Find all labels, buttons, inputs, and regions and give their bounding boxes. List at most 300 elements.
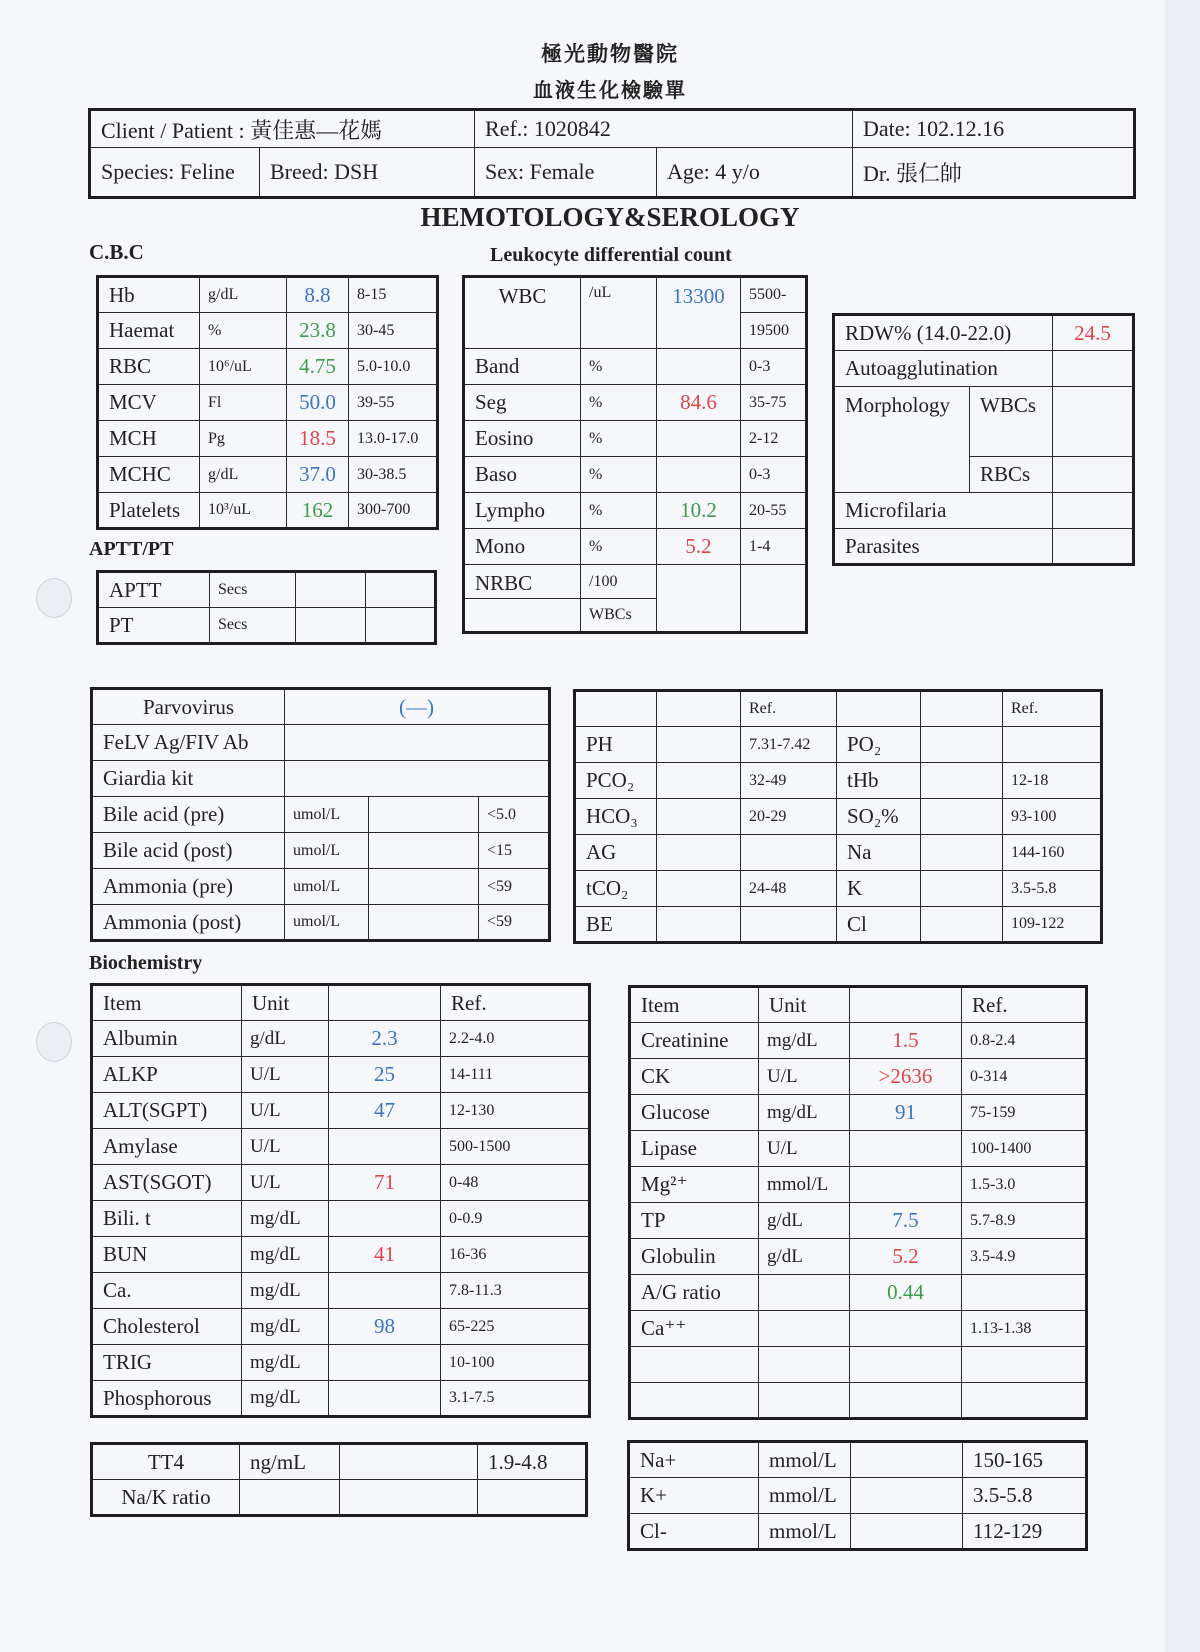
biochem-unit: U/L <box>242 1129 329 1165</box>
cbc-value: 50.0 <box>287 385 349 421</box>
leukocyte-ref: 2-12 <box>741 421 807 457</box>
biochem-value <box>850 1347 962 1383</box>
biochem-row <box>92 1021 590 1057</box>
cbc-ref: 39-55 <box>349 385 438 421</box>
biochem-ref-header: Ref. <box>962 987 1087 1023</box>
biochem-ref: 3.1-7.5 <box>441 1381 590 1417</box>
cbc-row <box>98 421 438 457</box>
electrolyte-item: K+ <box>629 1478 759 1514</box>
thyroid-table <box>90 1442 588 1517</box>
biochem-unit: U/L <box>242 1093 329 1129</box>
aptt-title: APTT/PT <box>89 538 174 560</box>
biochem-ref: 2.2-4.0 <box>441 1021 590 1057</box>
serology-table <box>90 687 551 942</box>
morphology-label: Morphology <box>834 387 970 493</box>
serology-value <box>369 869 479 905</box>
biochem-item: BUN <box>92 1237 242 1273</box>
biochem-row <box>630 1023 1087 1059</box>
thyroid-value <box>340 1444 478 1480</box>
bloodgas-ref <box>741 907 837 943</box>
bloodgas-item: HCO₃ <box>575 799 657 835</box>
biochem-ref: 1.13-1.38 <box>962 1311 1087 1347</box>
biochem-item-header: Item <box>630 987 759 1023</box>
bloodgas-item: PCO₂ <box>575 763 657 799</box>
biochem-value: 0.44 <box>850 1275 962 1311</box>
biochem-row <box>92 1165 590 1201</box>
morphology-rbcs-value <box>1053 457 1134 493</box>
biochem-row <box>92 1129 590 1165</box>
biochem-value <box>850 1167 962 1203</box>
cbc-item: RBC <box>98 349 200 385</box>
aptt-ref <box>366 572 436 608</box>
bloodgas-ref: 109-122 <box>1003 907 1102 943</box>
biochem-value <box>850 1311 962 1347</box>
leukocyte-row <box>464 493 807 529</box>
aptt-table <box>96 570 437 645</box>
bloodgas-value <box>921 871 1003 907</box>
serology-value <box>369 905 479 941</box>
biochem-item: Amylase <box>92 1129 242 1165</box>
rdw-label: RDW% (14.0-22.0) <box>834 315 1053 351</box>
biochem-row <box>92 1237 590 1273</box>
bloodgas-ref: 93-100 <box>1003 799 1102 835</box>
wbc-ref-low: 5500- <box>741 277 807 313</box>
electrolyte-ref: 3.5-5.8 <box>963 1478 1087 1514</box>
biochem-value <box>329 1129 441 1165</box>
biochem-unit: U/L <box>242 1165 329 1201</box>
leukocyte-row <box>464 457 807 493</box>
punch-hole-icon <box>36 1022 72 1062</box>
biochem-ref: 75-159 <box>962 1095 1087 1131</box>
biochem-value: 71 <box>329 1165 441 1201</box>
serology-row <box>92 905 550 941</box>
microfilaria-label: Microfilaria <box>834 493 1053 529</box>
nrbc-row <box>464 565 807 599</box>
biochem-item: Bili. t <box>92 1201 242 1237</box>
morphology-table <box>832 313 1135 566</box>
hospital-name: 極光動物醫院 <box>541 42 679 66</box>
thyroid-row <box>92 1444 587 1480</box>
bloodgas-ref: 12-18 <box>1003 763 1102 799</box>
biochem-value <box>850 1383 962 1419</box>
client-field: Client / Patient : 黃佳惠—花媽 <box>90 110 475 148</box>
breed-field: Breed: DSH <box>260 148 475 198</box>
morphology-wbcs-label: WBCs <box>970 387 1053 457</box>
biochem-unit-header: Unit <box>759 987 850 1023</box>
biochem-unit: U/L <box>759 1131 850 1167</box>
bloodgas-item: PO₂ <box>837 727 921 763</box>
leukocyte-ref: 35-75 <box>741 385 807 421</box>
nrbc-item: NRBC <box>464 565 581 599</box>
leukocyte-unit: % <box>581 457 657 493</box>
biochem-ref: 0.8-2.4 <box>962 1023 1087 1059</box>
bloodgas-row <box>575 907 1102 943</box>
serology-ref: <5.0 <box>479 797 550 833</box>
aptt-value <box>296 608 366 644</box>
biochem-ref-header: Ref. <box>441 985 590 1021</box>
electrolyte-value <box>851 1478 963 1514</box>
cbc-row <box>98 313 438 349</box>
autoagglutination-value <box>1053 351 1134 387</box>
aptt-unit: Secs <box>210 572 296 608</box>
biochem-item: AST(SGOT) <box>92 1165 242 1201</box>
cbc-item: MCHC <box>98 457 200 493</box>
doctor-field: Dr. 張仁帥 <box>853 148 1135 198</box>
biochem-unit: mmol/L <box>759 1167 850 1203</box>
cbc-value: 4.75 <box>287 349 349 385</box>
electrolyte-item: Na+ <box>629 1442 759 1478</box>
thyroid-row <box>92 1480 587 1516</box>
bloodgas-value <box>921 763 1003 799</box>
wbc-row <box>464 277 807 313</box>
leukocyte-value: 84.6 <box>657 385 741 421</box>
biochem-unit: mg/dL <box>242 1237 329 1273</box>
bloodgas-header-blank <box>575 691 657 727</box>
biochem-ref: 5.7-8.9 <box>962 1203 1087 1239</box>
aptt-item: APTT <box>98 572 210 608</box>
bloodgas-row <box>575 871 1102 907</box>
biochem-ref: 500-1500 <box>441 1129 590 1165</box>
biochem-item: Phosphorous <box>92 1381 242 1417</box>
morphology-wbcs-value <box>1053 387 1134 457</box>
biochem-value-header <box>850 987 962 1023</box>
bloodgas-ref: 20-29 <box>741 799 837 835</box>
nrbc-unit: /100 <box>581 565 657 599</box>
bloodgas-item: tHb <box>837 763 921 799</box>
bloodgas-ref: 32-49 <box>741 763 837 799</box>
bloodgas-row <box>575 727 1102 763</box>
bloodgas-ref: 3.5-5.8 <box>1003 871 1102 907</box>
biochem-unit: g/dL <box>759 1203 850 1239</box>
electrolyte-row <box>629 1514 1087 1550</box>
cbc-title: C.B.C <box>89 240 144 264</box>
biochem-value: 91 <box>850 1095 962 1131</box>
leukocyte-ref: 20-55 <box>741 493 807 529</box>
biochem-value <box>329 1273 441 1309</box>
aptt-row <box>98 608 436 644</box>
cbc-value: 18.5 <box>287 421 349 457</box>
biochem-row <box>630 1131 1087 1167</box>
leukocyte-title: Leukocyte differential count <box>490 244 732 266</box>
age-field: Age: 4 y/o <box>657 148 853 198</box>
biochem-item: Ca. <box>92 1273 242 1309</box>
date-field: Date: 102.12.16 <box>853 110 1135 148</box>
thyroid-item: Na/K ratio <box>92 1480 240 1516</box>
biochem-unit: U/L <box>759 1059 850 1095</box>
aptt-row <box>98 572 436 608</box>
parvovirus-item: Parvovirus <box>92 689 285 725</box>
leukocyte-item: Seg <box>464 385 581 421</box>
bloodgas-item: K <box>837 871 921 907</box>
biochem-ref: 100-1400 <box>962 1131 1087 1167</box>
cbc-unit: 10⁶/uL <box>200 349 287 385</box>
electrolyte-ref: 112-129 <box>963 1514 1087 1550</box>
cbc-value: 23.8 <box>287 313 349 349</box>
bloodgas-value <box>921 907 1003 943</box>
cbc-ref: 8-15 <box>349 277 438 313</box>
thyroid-ref <box>478 1480 587 1516</box>
biochem-ref: 7.8-11.3 <box>441 1273 590 1309</box>
serology-ref: <15 <box>479 833 550 869</box>
thyroid-value <box>340 1480 478 1516</box>
nrbc-unit-cont: WBCs <box>581 599 657 633</box>
punch-hole-icon <box>36 578 72 618</box>
cbc-row <box>98 385 438 421</box>
cbc-value: 37.0 <box>287 457 349 493</box>
aptt-unit: Secs <box>210 608 296 644</box>
biochem-item: Albumin <box>92 1021 242 1057</box>
autoagglutination-label: Autoagglutination <box>834 351 1053 387</box>
leukocyte-value <box>657 457 741 493</box>
leukocyte-row <box>464 421 807 457</box>
thyroid-unit <box>240 1480 340 1516</box>
biochem-ref <box>962 1275 1087 1311</box>
biochem-title: Biochemistry <box>89 952 203 974</box>
serology-unit: umol/L <box>285 797 369 833</box>
aptt-value <box>296 572 366 608</box>
bloodgas-item: BE <box>575 907 657 943</box>
bloodgas-ref-header: Ref. <box>741 691 837 727</box>
cbc-table <box>96 275 439 530</box>
electrolyte-ref: 150-165 <box>963 1442 1087 1478</box>
electrolytes-table <box>627 1440 1088 1551</box>
serology-item: Ammonia (pre) <box>92 869 285 905</box>
electrolyte-item: Cl- <box>629 1514 759 1550</box>
bloodgas-value <box>657 727 741 763</box>
leukocyte-row <box>464 529 807 565</box>
parvo-row <box>92 689 550 725</box>
biochem-row <box>630 1167 1087 1203</box>
sex-field: Sex: Female <box>475 148 657 198</box>
biochem-unit: mg/dL <box>242 1381 329 1417</box>
biochem-left-table <box>90 983 591 1418</box>
leukocyte-unit: % <box>581 385 657 421</box>
electrolyte-unit: mmol/L <box>759 1514 851 1550</box>
thyroid-ref: 1.9-4.8 <box>478 1444 587 1480</box>
biochem-row <box>92 1309 590 1345</box>
electrolyte-row <box>629 1478 1087 1514</box>
biochem-row <box>92 1093 590 1129</box>
biochem-ref: 3.5-4.9 <box>962 1239 1087 1275</box>
biochem-row <box>630 1383 1087 1419</box>
cbc-ref: 30-45 <box>349 313 438 349</box>
nrbc-item-cont <box>464 599 581 633</box>
biochem-header-row <box>630 987 1087 1023</box>
biochem-value: 2.3 <box>329 1021 441 1057</box>
biochem-value: >2636 <box>850 1059 962 1095</box>
cbc-unit: % <box>200 313 287 349</box>
biochem-unit-header: Unit <box>242 985 329 1021</box>
giardia-item: Giardia kit <box>92 761 285 797</box>
leukocyte-item: Band <box>464 349 581 385</box>
bloodgas-value <box>921 799 1003 835</box>
species-field: Species: Feline <box>90 148 260 198</box>
biochem-value: 5.2 <box>850 1239 962 1275</box>
biochem-unit: mg/dL <box>242 1273 329 1309</box>
biochem-value: 25 <box>329 1057 441 1093</box>
leukocyte-item: Lympho <box>464 493 581 529</box>
giardia-row <box>92 761 550 797</box>
bloodgas-item: Na <box>837 835 921 871</box>
bloodgas-row <box>575 799 1102 835</box>
bloodgas-header-blank <box>921 691 1003 727</box>
biochem-item: Ca⁺⁺ <box>630 1311 759 1347</box>
bloodgas-value <box>921 835 1003 871</box>
biochem-ref: 1.5-3.0 <box>962 1167 1087 1203</box>
leukocyte-ref: 0-3 <box>741 349 807 385</box>
biochem-value: 1.5 <box>850 1023 962 1059</box>
cbc-item: MCV <box>98 385 200 421</box>
serology-unit: umol/L <box>285 869 369 905</box>
biochem-value <box>329 1381 441 1417</box>
leukocyte-item: Baso <box>464 457 581 493</box>
parasites-label: Parasites <box>834 529 1053 565</box>
aptt-ref <box>366 608 436 644</box>
serology-unit: umol/L <box>285 905 369 941</box>
cbc-unit: g/dL <box>200 457 287 493</box>
bloodgas-row <box>575 763 1102 799</box>
form-title: 血液生化檢驗單 <box>533 78 687 102</box>
cbc-row <box>98 457 438 493</box>
biochem-right-table <box>628 985 1088 1420</box>
nrbc-value <box>657 565 741 633</box>
biochem-unit <box>759 1383 850 1419</box>
biochem-value: 41 <box>329 1237 441 1273</box>
cbc-value: 8.8 <box>287 277 349 313</box>
cbc-item: Haemat <box>98 313 200 349</box>
biochem-ref: 12-130 <box>441 1093 590 1129</box>
biochem-ref: 65-225 <box>441 1309 590 1345</box>
biochem-item-header: Item <box>92 985 242 1021</box>
bloodgas-item: tCO₂ <box>575 871 657 907</box>
biochem-item: Glucose <box>630 1095 759 1131</box>
parasites-value <box>1053 529 1134 565</box>
biochem-item: TP <box>630 1203 759 1239</box>
biochem-row <box>92 1345 590 1381</box>
biochem-ref: 14-111 <box>441 1057 590 1093</box>
biochem-value: 7.5 <box>850 1203 962 1239</box>
biochem-ref: 16-36 <box>441 1237 590 1273</box>
leukocyte-ref: 1-4 <box>741 529 807 565</box>
cbc-unit: Fl <box>200 385 287 421</box>
thyroid-unit: ng/mL <box>240 1444 340 1480</box>
patient-info-table <box>88 108 1136 199</box>
bloodgas-value <box>657 871 741 907</box>
biochem-value-header <box>329 985 441 1021</box>
wbc-ref-high: 19500 <box>741 313 807 349</box>
bloodgas-value <box>657 763 741 799</box>
biochem-row <box>630 1239 1087 1275</box>
leukocyte-unit: % <box>581 349 657 385</box>
biochem-header-row <box>92 985 590 1021</box>
leukocyte-value: 5.2 <box>657 529 741 565</box>
bloodgas-value <box>657 907 741 943</box>
cbc-value: 162 <box>287 493 349 529</box>
biochem-item: Globulin <box>630 1239 759 1275</box>
electrolyte-value <box>851 1514 963 1550</box>
leukocyte-value <box>657 421 741 457</box>
leukocyte-unit: % <box>581 493 657 529</box>
biochem-ref: 0-48 <box>441 1165 590 1201</box>
biochem-unit <box>759 1275 850 1311</box>
biochem-item <box>630 1347 759 1383</box>
biochem-value: 98 <box>329 1309 441 1345</box>
bloodgas-header-row <box>575 691 1102 727</box>
biochem-ref <box>962 1383 1087 1419</box>
wbc-value: 13300 <box>657 277 741 349</box>
biochem-unit: mg/dL <box>242 1201 329 1237</box>
bloodgas-item: SO₂% <box>837 799 921 835</box>
cbc-ref: 5.0-10.0 <box>349 349 438 385</box>
biochem-value <box>850 1131 962 1167</box>
leukocyte-ref: 0-3 <box>741 457 807 493</box>
section-title: HEMOTOLOGY&SEROLOGY <box>420 202 800 232</box>
rdw-value: 24.5 <box>1053 315 1134 351</box>
leukocyte-value: 10.2 <box>657 493 741 529</box>
biochem-unit <box>759 1311 850 1347</box>
biochem-row <box>92 1201 590 1237</box>
biochem-item: TRIG <box>92 1345 242 1381</box>
bloodgas-ref-header: Ref. <box>1003 691 1102 727</box>
serology-row <box>92 797 550 833</box>
biochem-unit: g/dL <box>759 1239 850 1275</box>
bloodgas-header-blank <box>657 691 741 727</box>
biochem-row <box>630 1311 1087 1347</box>
cbc-unit: Pg <box>200 421 287 457</box>
electrolyte-unit: mmol/L <box>759 1478 851 1514</box>
cbc-item: Hb <box>98 277 200 313</box>
serology-value <box>369 797 479 833</box>
cbc-ref: 13.0-17.0 <box>349 421 438 457</box>
biochem-row <box>92 1381 590 1417</box>
biochem-ref: 0-0.9 <box>441 1201 590 1237</box>
felv-value <box>285 725 550 761</box>
serology-item: Bile acid (pre) <box>92 797 285 833</box>
cbc-row <box>98 493 438 529</box>
bloodgas-value <box>657 799 741 835</box>
thyroid-item: TT4 <box>92 1444 240 1480</box>
cbc-row <box>98 349 438 385</box>
biochem-unit <box>759 1347 850 1383</box>
microfilaria-value <box>1053 493 1134 529</box>
cbc-unit: g/dL <box>200 277 287 313</box>
leukocyte-unit: % <box>581 529 657 565</box>
bloodgas-ref: 24-48 <box>741 871 837 907</box>
morphology-rbcs-label: RBCs <box>970 457 1053 493</box>
cbc-unit: 10³/uL <box>200 493 287 529</box>
biochem-row <box>92 1057 590 1093</box>
biochem-item: Lipase <box>630 1131 759 1167</box>
biochem-unit: mg/dL <box>242 1345 329 1381</box>
biochem-ref: 10-100 <box>441 1345 590 1381</box>
nrbc-ref <box>741 565 807 633</box>
leukocyte-value <box>657 349 741 385</box>
serology-item: Ammonia (post) <box>92 905 285 941</box>
leukocyte-item: Eosino <box>464 421 581 457</box>
bloodgas-ref <box>1003 727 1102 763</box>
electrolyte-row <box>629 1442 1087 1478</box>
electrolyte-unit: mmol/L <box>759 1442 851 1478</box>
biochem-row <box>630 1203 1087 1239</box>
biochem-item: ALT(SGPT) <box>92 1093 242 1129</box>
biochem-unit: g/dL <box>242 1021 329 1057</box>
serology-value <box>369 833 479 869</box>
serology-item: Bile acid (post) <box>92 833 285 869</box>
leukocyte-unit: % <box>581 421 657 457</box>
biochem-ref: 0-314 <box>962 1059 1087 1095</box>
cbc-ref: 30-38.5 <box>349 457 438 493</box>
leukocyte-table <box>462 275 808 634</box>
